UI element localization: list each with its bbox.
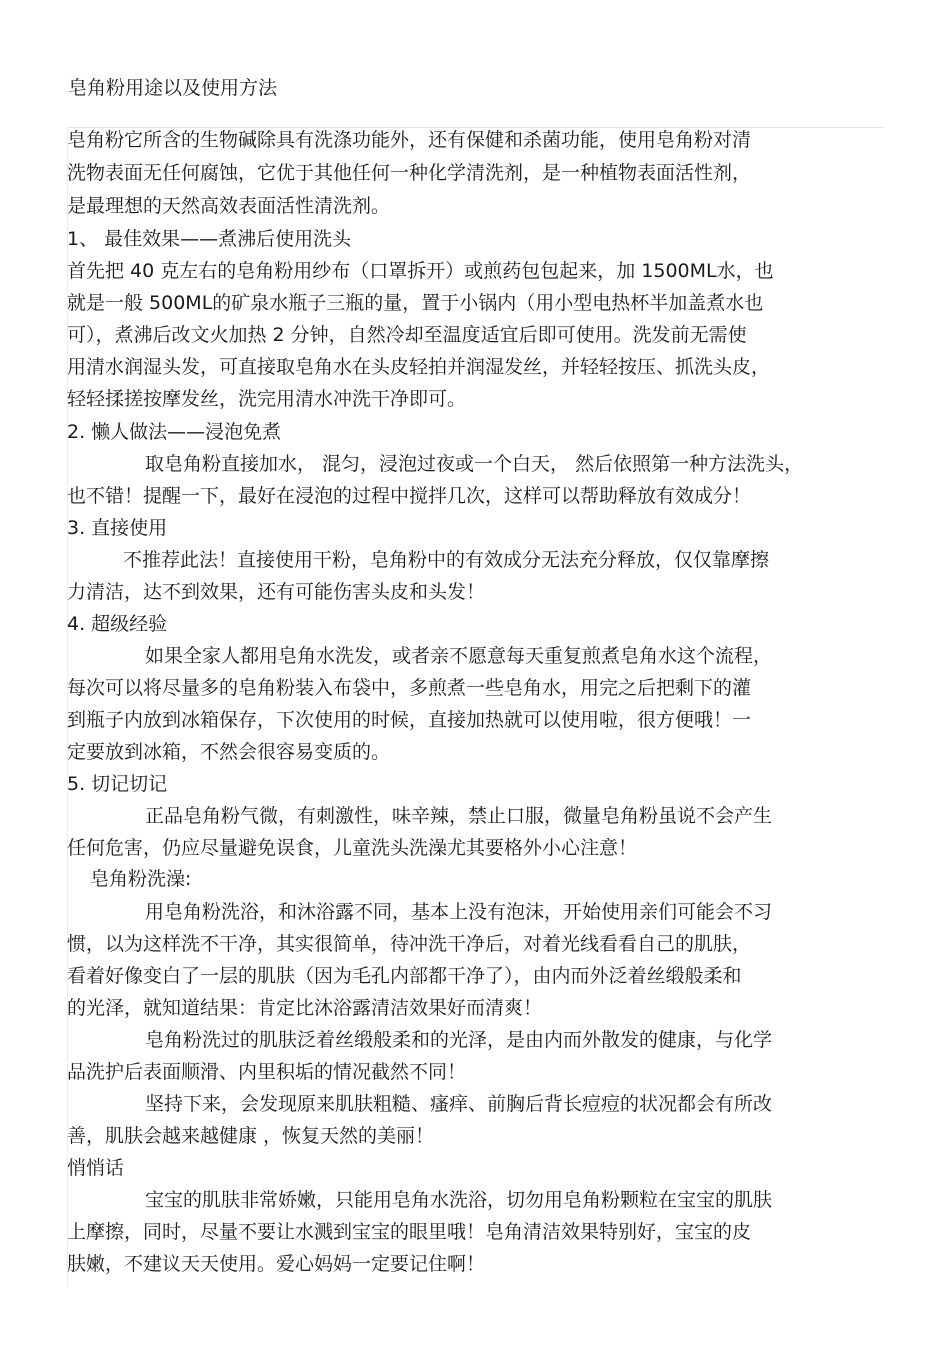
bath-line: 惯，以为这样洗不干净，其实很简单，待冲洗干净后，对着光线看看自己的肌肤， [67, 933, 752, 955]
whisper-line: 上摩擦，同时，尽量不要让水溅到宝宝的眼里哦！皂角清洁效果特别好，宝宝的皮 [67, 1221, 752, 1243]
bath-line: 坚持下来，会发现原来肌肤粗糙、瘙痒、前胸后背长痘痘的状况都会有所改 [145, 1093, 773, 1115]
section-1-heading: 1、 最佳效果——煮沸后使用洗头 [67, 228, 352, 250]
intro-line: 洗物表面无任何腐蚀，它优于其他任何一种化学清洗剂，是一种植物表面活性剂， [67, 162, 752, 184]
section-1-line: 轻轻揉搓按摩发丝，洗完用清水冲洗干净即可。 [67, 388, 467, 410]
bath-line: 品洗护后表面顺滑、内里积垢的情况截然不同！ [67, 1061, 467, 1083]
document-title: 皂角粉用途以及使用方法 [68, 77, 278, 99]
section-1-line: 就是一般 500ML的矿泉水瓶子三瓶的量，置于小锅内（用小型电热杯半加盖煮水也 [67, 292, 764, 314]
bath-line: 看着好像变白了一层的肌肤（因为毛孔内部都干净了），由内而外泛着丝缎般柔和 [67, 965, 742, 987]
section-5-line: 正品皂角粉气微，有刺激性，味辛辣，禁止口服，微量皂角粉虽说不会产生 [145, 805, 773, 827]
section-4-line: 到瓶子内放到冰箱保存，下次使用的时候，直接加热就可以使用啦，很方便哦！一 [67, 709, 752, 731]
section-5-line: 任何危害，仍应尽量避免误食，儿童洗头洗澡尤其要格外小心注意！ [67, 837, 638, 859]
bath-line: 的光泽，就知道结果：肯定比沐浴露清洁效果好而清爽！ [67, 997, 543, 1019]
whisper-line: 宝宝的肌肤非常娇嫩，只能用皂角水洗浴，切勿用皂角粉颗粒在宝宝的肌肤 [145, 1189, 773, 1211]
section-1-line: 可），煮沸后改文火加热 2 分钟，自然冷却至温度适宜后即可使用。洗发前无需使 [67, 324, 747, 346]
whisper-line: 肤嫩，不建议天天使用。爱心妈妈一定要记住啊！ [67, 1253, 486, 1275]
section-4-line: 每次可以将尽量多的皂角粉装入布袋中，多煎煮一些皂角水，用完之后把剩下的灌 [67, 677, 752, 699]
section-5-heading: 5. 切记切记 [67, 773, 168, 795]
intro-line: 是最理想的天然高效表面活性清洗剂。 [67, 195, 391, 217]
bath-line: 用皂角粉洗浴，和沐浴露不同，基本上没有泡沫，开始使用亲们可能会不习 [145, 901, 773, 923]
section-2-heading: 2. 懒人做法——浸泡免煮 [67, 421, 282, 443]
section-2-line: 取皂角粉直接加水， 混匀，浸泡过夜或一个白天， 然后依照第一种方法洗头， [145, 453, 804, 475]
section-3-line: 不推荐此法！直接使用干粉，皂角粉中的有效成分无法充分释放，仅仅靠摩擦 [123, 549, 770, 571]
section-4-heading: 4. 超级经验 [67, 613, 168, 635]
section-2-line: 也不错！提醒一下，最好在浸泡的过程中搅拌几次，这样可以帮助释放有效成分！ [67, 485, 752, 507]
section-3-heading: 3. 直接使用 [67, 517, 168, 539]
bath-line: 皂角粉洗过的肌肤泛着丝缎般柔和的光泽，是由内而外散发的健康，与化学 [145, 1029, 773, 1051]
section-4-line: 如果全家人都用皂角水洗发，或者亲不愿意每天重复煎煮皂角水这个流程， [145, 645, 773, 667]
bath-heading: 皂角粉洗澡: [90, 868, 192, 890]
section-1-line: 用清水润湿头发，可直接取皂角水在头皮轻拍并润湿发丝，并轻轻按压、抓洗头皮， [67, 356, 771, 378]
bath-line: 善，肌肤会越来越健康 ，恢复天然的美丽！ [67, 1125, 435, 1147]
whisper-heading: 悄悄话 [67, 1157, 125, 1179]
intro-line: 皂角粉它所含的生物碱除具有洗涤功能外，还有保健和杀菌功能，使用皂角粉对清 [67, 129, 752, 151]
section-4-line: 定要放到冰箱，不然会很容易变质的。 [67, 741, 391, 763]
section-3-line: 力清洁，达不到效果，还有可能伤害头皮和头发！ [67, 581, 486, 603]
section-1-line: 首先把 40 克左右的皂角粉用纱布（口罩拆开）或煎药包包起来，加 1500ML水，也 [67, 260, 774, 282]
